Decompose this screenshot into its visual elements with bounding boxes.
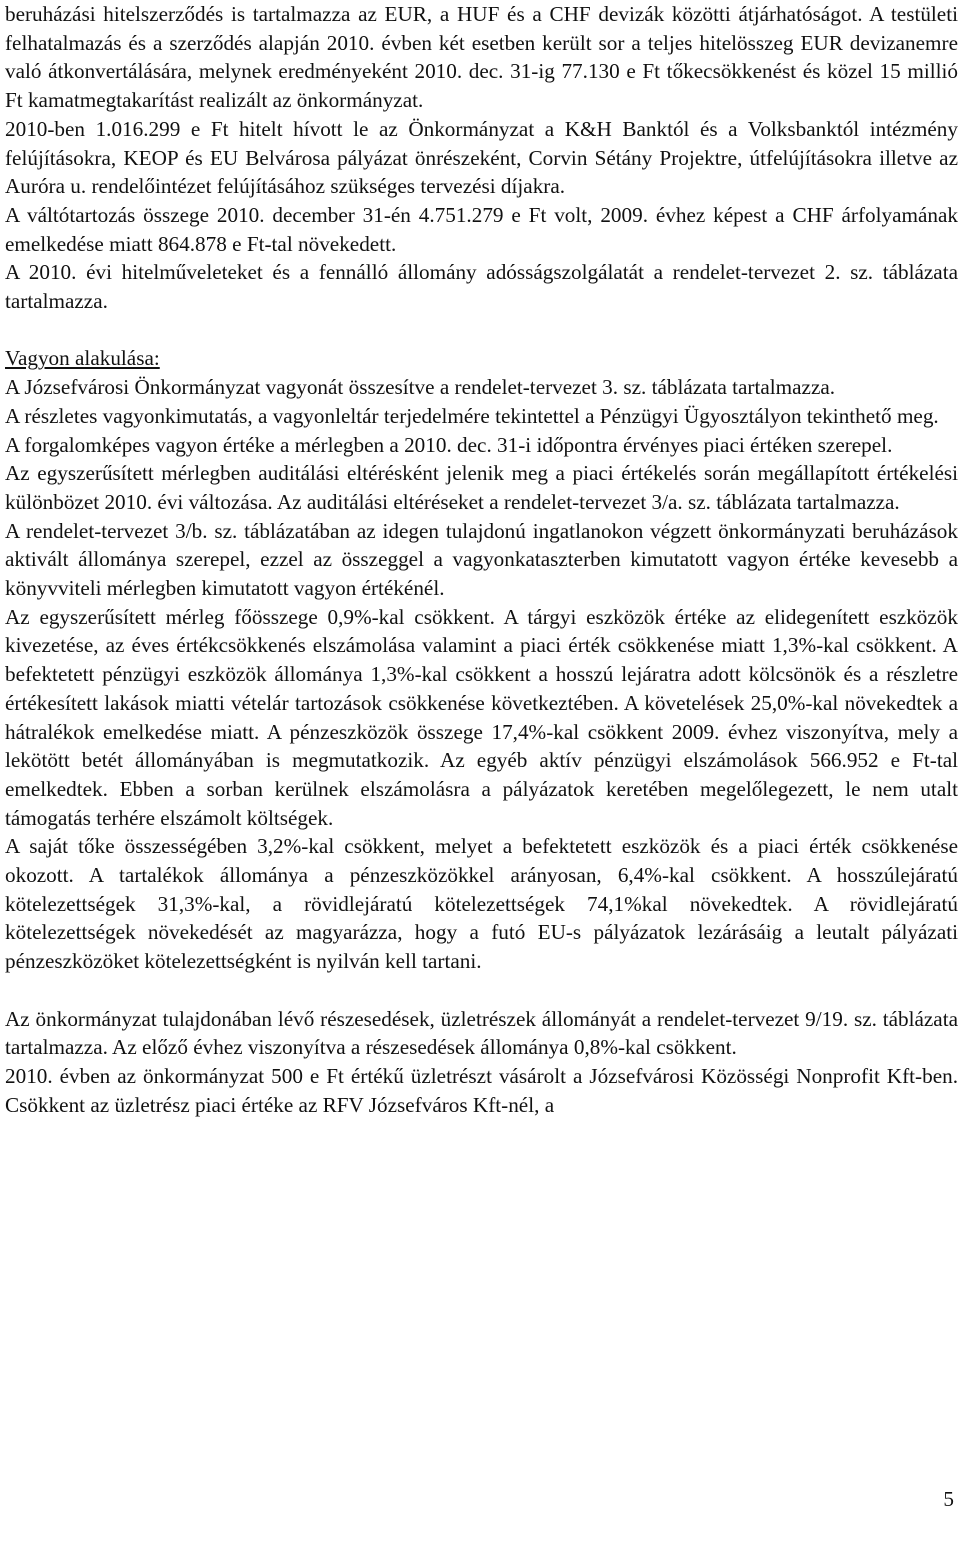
section-heading-assets: Vagyon alakulása: <box>5 346 160 371</box>
paragraph-foreign-exchange-loan: beruházási hitelszerződés is tartalmazza az EUR, a HUF és a CHF devizák közötti átjárhatóságot. A testületi felhatalmazás és a szerződés alapján 2010. évben két esetben került sor a teljes hitelösszeg EUR devizanemre való átkonvertálására, melynek eredményeként 2010. dec. 31-ig 77.130 e Ft tőkecsökkenést és közel 15 millió Ft kamatmegtakarítást realizált az önkormányzat. <box>5 2 958 113</box>
paragraph-loan-drawdown: 2010-ben 1.016.299 e Ft hitelt hívott le az Önkormányzat a K&H Banktól és a Volksbanktól intézmény felújításokra, KEOP és EU Belvárosa pályázat önrészeként, Corvin Sétány Projektre, útfelújításokra illetve az Auróra u. rendelőintézet felújításához szükséges tervezési díjakra. <box>5 116 958 199</box>
paragraph-audit-differences: Az egyszerűsített mérlegben auditálási eltérésként jelenik meg a piaci értékelés során megállapított értékelési különbözet 2010. évi változása. Az auditálási eltéréseket a rendelet-tervezet 3/a. sz. táblázata tartalmazza. <box>5 461 958 514</box>
paragraph-credit-operations: A 2010. évi hitelműveleteket és a fennálló állomány adósságszolgálatát a rendelet-tervezet 2. sz. táblázata tartalmazza. <box>5 260 958 314</box>
paragraph-capitalized-investments: A rendelet-tervezet 3/b. sz. táblázatában az idegen tulajdonú ingatlanokon végzett önkormányzati beruházások aktivált állománya szerepel, ezzel az összeggel a vagyonkataszterben kimutatott vagyon értéke kevesebb a könyvviteli mérlegben kimutatott vagyon értékénél. <box>5 518 958 601</box>
paragraph-share-purchase: 2010. évben az önkormányzat 500 e Ft értékű üzletrészt vásárolt a Józsefvárosi Közösségi Nonprofit Kft-ben. Csökkent az üzletrész piaci értéke az RFV Józsefváros Kft-nél, a <box>5 1063 958 1117</box>
paragraph-equity: A saját tőke összességében 3,2%-kal csökkent, melyet a befektetett eszközök és a piaci érték csökkenése okozott. A tartalékok állománya a pénzeszközökkel arányosan, 6,4%-kal csökkent. A hosszúlejáratú kötelezettségek 31,3%-kal, a rövidlejáratú kötelezettségek 74,1%kal növekedtek. A rövidlejáratú kötelezettségek növekedését az magyarázza, hogy a futó EU-s pályázatok lezárásáig a leutalt pályázati pénzeszközöket kötelezettségként is nyilván kell tartani. <box>5 834 958 974</box>
page-number: 5 <box>943 1487 954 1511</box>
paragraph-asset-inventory: A részletes vagyonkimutatás, a vagyonleltár terjedelmére tekintettel a Pénzügyi Ügyosztályon tekinthető meg. <box>5 403 939 428</box>
paragraph-shareholdings: Az önkormányzat tulajdonában lévő részesedések, üzletrészek állományát a rendelet-tervezet 9/19. sz. táblázata tartalmazza. Az előző évhez viszonyítva a részesedések állománya 0,8%-kal csökkent. <box>5 1006 958 1060</box>
paragraph-balance-sheet-total: Az egyszerűsített mérleg főösszege 0,9%-kal csökkent. A tárgyi eszközök értéke az elidegenített eszközök kivezetése, az éves értékcsökkenés elszámolása valamint a piaci érték csökkenése miatt 1,3%-kal csökkent. A befektetett pénzügyi eszközök állománya 1,3%-kal csökkent a hosszú lejáratra adott kölcsönök és a részletre értékesített lakások miatti vételár tartozások csökkenése következtében. A követelések 25,0%-kal növekedtek a hátralékok emelkedése miatt. A pénzeszközök összege 17,4%-kal csökkent 2009. évhez viszonyítva, mely a lekötött betét állományában is megmutatkozik. Az egyéb aktív pénzügyi elszámolások 566.952 e Ft-tal emelkedtek. Ebben a sorban kerülnek elszámolásra a pályázatok keretében megelőlegezett, le nem utalt támogatás terhére elszámolt költségek. <box>5 604 958 830</box>
document-page <box>5 0 958 1119</box>
spacer <box>5 976 958 1005</box>
spacer <box>5 316 958 345</box>
paragraph-assets-summary: A Józsefvárosi Önkormányzat vagyonát összesítve a rendelet-tervezet 3. sz. táblázata tartalmazza. <box>5 375 836 400</box>
paragraph-marketable-assets: A forgalomképes vagyon értéke a mérlegben a 2010. dec. 31-i időpontra érvényes piaci értéken szerepel. <box>5 432 893 457</box>
paragraph-bill-debt: A váltótartozás összege 2010. december 31-én 4.751.279 e Ft volt, 2009. évhez képest a CHF árfolyamának emelkedése miatt 864.878 e Ft-tal növekedett. <box>5 202 958 256</box>
